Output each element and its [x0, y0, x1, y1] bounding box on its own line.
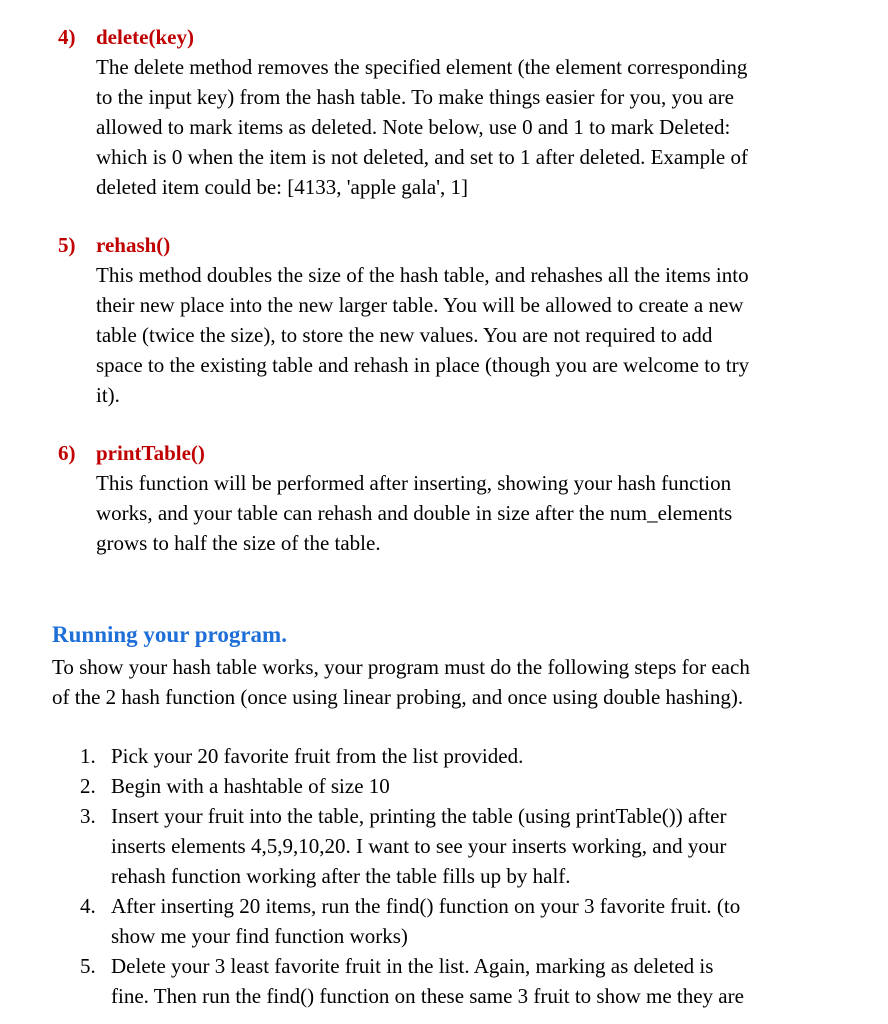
text-line: space to the existing table and rehash in place (though you are welcome to try — [96, 353, 750, 377]
text-line: grows to half the size of the table. — [96, 531, 381, 555]
text-line: Begin with a hashtable of size 10 — [111, 774, 390, 798]
text-line: Pick your 20 favorite fruit from the list provided. — [111, 744, 524, 768]
method-heading — [58, 230, 858, 260]
step-number: 2. — [80, 774, 96, 798]
step-number: 3. — [80, 804, 96, 828]
method-number: 6) — [58, 441, 76, 465]
list-item — [80, 771, 860, 801]
section-intro — [52, 652, 862, 712]
method-title: delete(key) — [96, 25, 194, 49]
method-title: printTable() — [96, 441, 205, 465]
method-delete — [58, 22, 858, 202]
method-title: rehash() — [96, 233, 171, 257]
text-line: After inserting 20 items, run the find() function on your 3 favorite fruit. (to — [111, 894, 741, 918]
method-rehash — [58, 230, 858, 410]
text-line: table (twice the size), to store the new values. You are not required to add — [96, 323, 713, 347]
text-line: rehash function working after the table fills up by half. — [111, 864, 571, 888]
step-number: 1. — [80, 744, 96, 768]
text-line: inserts elements 4,5,9,10,20. I want to see your inserts working, and your — [111, 834, 727, 858]
text-line: To show your hash table works, your program must do the following steps for each — [52, 655, 750, 679]
list-item — [80, 891, 860, 951]
text-line: This function will be performed after inserting, showing your hash function — [96, 471, 732, 495]
list-item — [80, 741, 860, 771]
method-heading — [58, 438, 858, 468]
steps-list — [80, 741, 860, 1011]
step-number: 5. — [80, 954, 96, 978]
text-line: show me your find function works) — [111, 924, 408, 948]
text-line: The delete method removes the specified element (the element corresponding — [96, 55, 748, 79]
method-heading — [58, 22, 858, 52]
method-description — [96, 468, 858, 558]
text-line: it). — [96, 383, 120, 407]
list-item — [80, 951, 860, 1011]
text-line: deleted item could be: [4133, 'apple gala', 1] — [96, 175, 469, 199]
step-number: 4. — [80, 894, 96, 918]
list-item — [80, 801, 860, 891]
text-line: allowed to mark items as deleted. Note below, use 0 and 1 to mark Deleted: — [96, 115, 731, 139]
section-heading: Running your program. — [52, 622, 287, 647]
method-description — [96, 260, 858, 410]
text-line: to the input key) from the hash table. To make things easier for you, you are — [96, 85, 734, 109]
method-number: 4) — [58, 25, 76, 49]
text-line: which is 0 when the item is not deleted, and set to 1 after deleted. Example of — [96, 145, 748, 169]
text-line: Insert your fruit into the table, printing the table (using printTable()) after — [111, 804, 727, 828]
text-line: fine. Then run the find() function on these same 3 fruit to show me they are — [111, 984, 744, 1008]
text-line: works, and your table can rehash and double in size after the num_elements — [96, 501, 733, 525]
text-line: This method doubles the size of the hash table, and rehashes all the items into — [96, 263, 749, 287]
method-description — [96, 52, 858, 202]
text-line: their new place into the new larger table. You will be allowed to create a new — [96, 293, 744, 317]
method-number: 5) — [58, 233, 76, 257]
method-printtable — [58, 438, 858, 558]
text-line: of the 2 hash function (once using linear probing, and once using double hashing). — [52, 685, 744, 709]
text-line: Delete your 3 least favorite fruit in the list. Again, marking as deleted is — [111, 954, 714, 978]
